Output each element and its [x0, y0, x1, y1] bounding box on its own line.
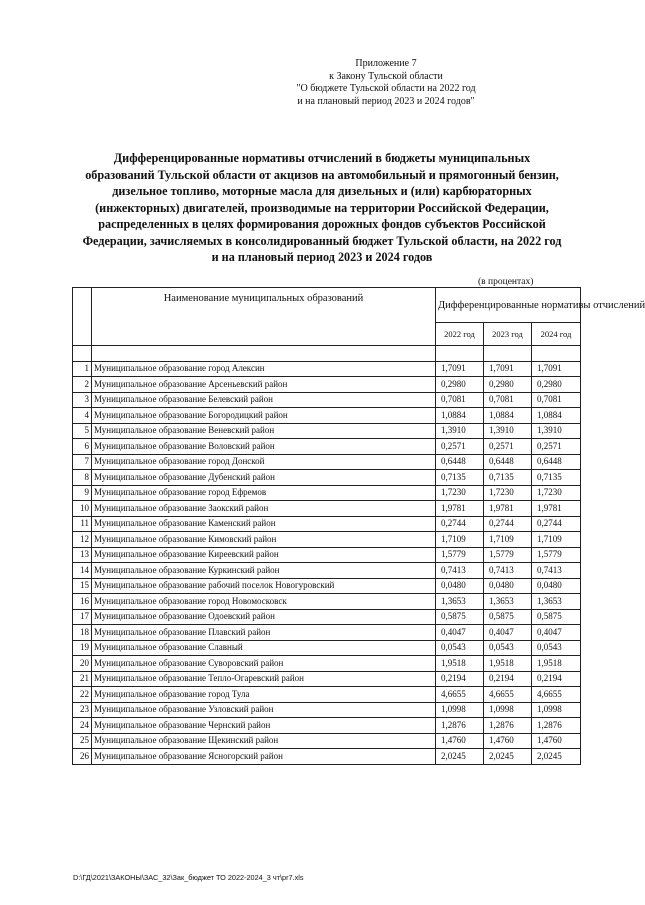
table-row [73, 594, 581, 610]
table-row [73, 578, 581, 594]
value-2024-cell: 0,7135 [532, 470, 581, 486]
value-2024-cell: 0,2980 [532, 377, 581, 393]
value-2022-cell: 0,5875 [436, 609, 484, 625]
table-row [73, 501, 581, 517]
municipality-name-cell: Муниципальное образование Узловский район [92, 702, 436, 718]
table-row [73, 625, 581, 641]
municipality-name-cell: Муниципальное образование город Донской [92, 454, 436, 470]
value-2024-cell: 1,3653 [532, 594, 581, 610]
value-2023-cell: 1,5779 [484, 547, 532, 563]
value-2022-cell: 0,4047 [436, 625, 484, 641]
value-2024-cell: 2,0245 [532, 749, 581, 765]
table-row [73, 423, 581, 439]
table-row [73, 361, 581, 377]
table-row [73, 609, 581, 625]
row-number-cell: 2 [73, 377, 92, 393]
row-number-cell: 23 [73, 702, 92, 718]
value-2023-cell: 0,0480 [484, 578, 532, 594]
municipality-name-cell: Муниципальное образование Богородицкий район [92, 408, 436, 424]
header-name-cell: Наименование муниципальных образований [92, 288, 436, 346]
row-number-cell: 17 [73, 609, 92, 625]
table-row [73, 687, 581, 703]
value-2023-cell: 1,3910 [484, 423, 532, 439]
row-number-cell: 5 [73, 423, 92, 439]
spacer-cell [436, 346, 484, 362]
value-2023-cell: 0,2744 [484, 516, 532, 532]
value-2023-cell: 2,0245 [484, 749, 532, 765]
row-number-cell: 21 [73, 671, 92, 687]
spacer-cell [484, 346, 532, 362]
value-2022-cell: 1,3910 [436, 423, 484, 439]
value-2024-cell: 0,0480 [532, 578, 581, 594]
norms-table [72, 287, 645, 765]
value-2023-cell: 1,7230 [484, 485, 532, 501]
value-2023-cell: 1,0884 [484, 408, 532, 424]
municipality-name-cell: Муниципальное образование Кимовский район [92, 532, 436, 548]
table-row [73, 485, 581, 501]
value-2023-cell: 0,5875 [484, 609, 532, 625]
row-number-cell: 8 [73, 470, 92, 486]
municipality-name-cell: Муниципальное образование Веневский район [92, 423, 436, 439]
municipality-name-cell: Муниципальное образование Киреевский район [92, 547, 436, 563]
header-year-2023: 2023 год [484, 323, 532, 346]
header-year-2022: 2022 год [436, 323, 484, 346]
row-number-cell: 26 [73, 749, 92, 765]
table-row [73, 392, 581, 408]
row-number-cell: 18 [73, 625, 92, 641]
row-number-cell: 16 [73, 594, 92, 610]
table-row [73, 749, 581, 765]
table-row [73, 718, 581, 734]
value-2022-cell: 0,7413 [436, 563, 484, 579]
value-2023-cell: 1,7091 [484, 361, 532, 377]
value-2024-cell: 0,2571 [532, 439, 581, 455]
value-2023-cell: 0,6448 [484, 454, 532, 470]
value-2022-cell: 1,0998 [436, 702, 484, 718]
value-2022-cell: 0,2571 [436, 439, 484, 455]
municipality-name-cell: Муниципальное образование Заокский район [92, 501, 436, 517]
value-2022-cell: 1,7109 [436, 532, 484, 548]
row-number-cell: 12 [73, 532, 92, 548]
municipality-name-cell: Муниципальное образование Одоевский район [92, 609, 436, 625]
value-2023-cell: 0,7135 [484, 470, 532, 486]
value-2022-cell: 1,3653 [436, 594, 484, 610]
value-2024-cell: 0,7081 [532, 392, 581, 408]
value-2022-cell: 1,7091 [436, 361, 484, 377]
table-row [73, 547, 581, 563]
units-note: (в процентах) [478, 277, 534, 287]
value-2024-cell: 1,0998 [532, 702, 581, 718]
row-number-cell: 1 [73, 361, 92, 377]
value-2024-cell: 0,5875 [532, 609, 581, 625]
table-row [73, 439, 581, 455]
table-row [73, 671, 581, 687]
header-year-2024: 2024 год [532, 323, 581, 346]
row-number-cell: 24 [73, 718, 92, 734]
value-2022-cell: 1,4760 [436, 733, 484, 749]
table-row [73, 470, 581, 486]
value-2023-cell: 1,9781 [484, 501, 532, 517]
value-2024-cell: 0,6448 [532, 454, 581, 470]
value-2022-cell: 4,6655 [436, 687, 484, 703]
value-2023-cell: 0,2980 [484, 377, 532, 393]
value-2023-cell: 1,3653 [484, 594, 532, 610]
value-2023-cell: 0,4047 [484, 625, 532, 641]
value-2024-cell: 0,7413 [532, 563, 581, 579]
municipality-name-cell: Муниципальное образование Каменский район [92, 516, 436, 532]
value-2023-cell: 0,2194 [484, 671, 532, 687]
table-row [73, 516, 581, 532]
row-number-cell: 10 [73, 501, 92, 517]
value-2024-cell: 0,2194 [532, 671, 581, 687]
municipality-name-cell: Муниципальное образование Щекинский район [92, 733, 436, 749]
municipality-name-cell: Муниципальное образование Суворовский район [92, 656, 436, 672]
row-number-cell: 15 [73, 578, 92, 594]
table-row [73, 408, 581, 424]
row-number-cell: 14 [73, 563, 92, 579]
value-2022-cell: 1,2876 [436, 718, 484, 734]
value-2024-cell: 1,7230 [532, 485, 581, 501]
municipality-name-cell: Муниципальное образование Белевский район [92, 392, 436, 408]
value-2024-cell: 0,2744 [532, 516, 581, 532]
document-title: Дифференцированные нормативы отчислений в бюджеты муниципальных образований Тульской области от акцизов на автомобильный и прямогонный бензин, дизельное топливо, моторные масла для дизельных и (или) карбюраторных (инжекторных) двигателей, производимые на территории Российской Федерации, распределенных в целях формирования дорожных фондов субъектов Российской Федерации, зачисляемых в консолидированный бюджет Тульской области, на 2022 год и на плановый период 2023 и 2024 годов [82, 151, 562, 264]
value-2022-cell: 0,7081 [436, 392, 484, 408]
value-2022-cell: 0,2980 [436, 377, 484, 393]
appendix-header [270, 58, 502, 108]
value-2024-cell: 1,7109 [532, 532, 581, 548]
row-number-cell: 4 [73, 408, 92, 424]
row-number-cell: 9 [73, 485, 92, 501]
row-number-cell: 7 [73, 454, 92, 470]
value-2023-cell: 4,6655 [484, 687, 532, 703]
header-index-cell [73, 288, 92, 346]
value-2024-cell: 1,9518 [532, 656, 581, 672]
municipality-name-cell: Муниципальное образование рабочий поселок Новогуровский [92, 578, 436, 594]
table-row [73, 702, 581, 718]
value-2024-cell: 1,9781 [532, 501, 581, 517]
value-2024-cell: 1,4760 [532, 733, 581, 749]
table-row [73, 377, 581, 393]
appendix-line-4: и на плановый период 2023 и 2024 годов" [297, 95, 475, 107]
row-number-cell: 3 [73, 392, 92, 408]
table-row [73, 656, 581, 672]
municipality-name-cell: Муниципальное образование Воловский район [92, 439, 436, 455]
value-2024-cell: 0,0543 [532, 640, 581, 656]
row-number-cell: 25 [73, 733, 92, 749]
value-2023-cell: 0,0543 [484, 640, 532, 656]
municipality-name-cell: Муниципальное образование город Алексин [92, 361, 436, 377]
value-2023-cell: 0,7081 [484, 392, 532, 408]
value-2022-cell: 0,0480 [436, 578, 484, 594]
value-2023-cell: 0,2571 [484, 439, 532, 455]
municipality-name-cell: Муниципальное образование Куркинский район [92, 563, 436, 579]
row-number-cell: 20 [73, 656, 92, 672]
appendix-line-1: Приложение 7 [355, 58, 417, 69]
value-2022-cell: 0,7135 [436, 470, 484, 486]
municipality-name-cell: Муниципальное образование город Новомосковск [92, 594, 436, 610]
value-2023-cell: 0,7413 [484, 563, 532, 579]
value-2024-cell: 4,6655 [532, 687, 581, 703]
norms-table-body [73, 288, 645, 765]
value-2024-cell: 1,0884 [532, 408, 581, 424]
row-number-cell: 19 [73, 640, 92, 656]
municipality-name-cell: Муниципальное образование город Ефремов [92, 485, 436, 501]
municipality-name-cell: Муниципальное образование Тепло-Огаревский район [92, 671, 436, 687]
table-row [73, 640, 581, 656]
value-2024-cell: 1,5779 [532, 547, 581, 563]
table-row [73, 563, 581, 579]
table-row [73, 532, 581, 548]
row-number-cell: 6 [73, 439, 92, 455]
header-row [73, 288, 581, 323]
appendix-line-3: "О бюджете Тульской области на 2022 год [296, 83, 476, 94]
value-2022-cell: 0,6448 [436, 454, 484, 470]
municipality-name-cell: Муниципальное образование город Тула [92, 687, 436, 703]
spacer-row [73, 346, 581, 362]
municipality-name-cell: Муниципальное образование Чернский район [92, 718, 436, 734]
spacer-cell [92, 346, 436, 362]
value-2023-cell: 1,7109 [484, 532, 532, 548]
value-2023-cell: 1,0998 [484, 702, 532, 718]
row-number-cell: 22 [73, 687, 92, 703]
table-row [73, 733, 581, 749]
value-2023-cell: 1,4760 [484, 733, 532, 749]
value-2024-cell: 1,2876 [532, 718, 581, 734]
value-2022-cell: 1,9518 [436, 656, 484, 672]
spacer-cell [532, 346, 581, 362]
row-number-cell: 11 [73, 516, 92, 532]
value-2022-cell: 0,2744 [436, 516, 484, 532]
municipality-name-cell: Муниципальное образование Славный [92, 640, 436, 656]
value-2022-cell: 1,7230 [436, 485, 484, 501]
value-2022-cell: 0,0543 [436, 640, 484, 656]
value-2024-cell: 1,7091 [532, 361, 581, 377]
value-2024-cell: 0,4047 [532, 625, 581, 641]
value-2023-cell: 1,2876 [484, 718, 532, 734]
municipality-name-cell: Муниципальное образование Арсеньевский район [92, 377, 436, 393]
row-number-cell: 13 [73, 547, 92, 563]
value-2022-cell: 0,2194 [436, 671, 484, 687]
value-2022-cell: 1,5779 [436, 547, 484, 563]
value-2024-cell: 1,3910 [532, 423, 581, 439]
appendix-line-2: к Закону Тульской области [329, 70, 443, 82]
table-row [73, 454, 581, 470]
value-2023-cell: 1,9518 [484, 656, 532, 672]
value-2022-cell: 2,0245 [436, 749, 484, 765]
municipality-name-cell: Муниципальное образование Ясногорский район [92, 749, 436, 765]
value-2022-cell: 1,0884 [436, 408, 484, 424]
header-group-cell: Дифференцированные нормативы отчислений [436, 288, 581, 323]
municipality-name-cell: Муниципальное образование Плавский район [92, 625, 436, 641]
municipality-name-cell: Муниципальное образование Дубенский район [92, 470, 436, 486]
file-path-footer: D:\ГД\2021\ЗАКОНЫ\ЗАС_32\Зак_бюджет ТО 2022-2024_3 чт\pr7.xls [73, 873, 304, 882]
spacer-cell [73, 346, 92, 362]
value-2022-cell: 1,9781 [436, 501, 484, 517]
